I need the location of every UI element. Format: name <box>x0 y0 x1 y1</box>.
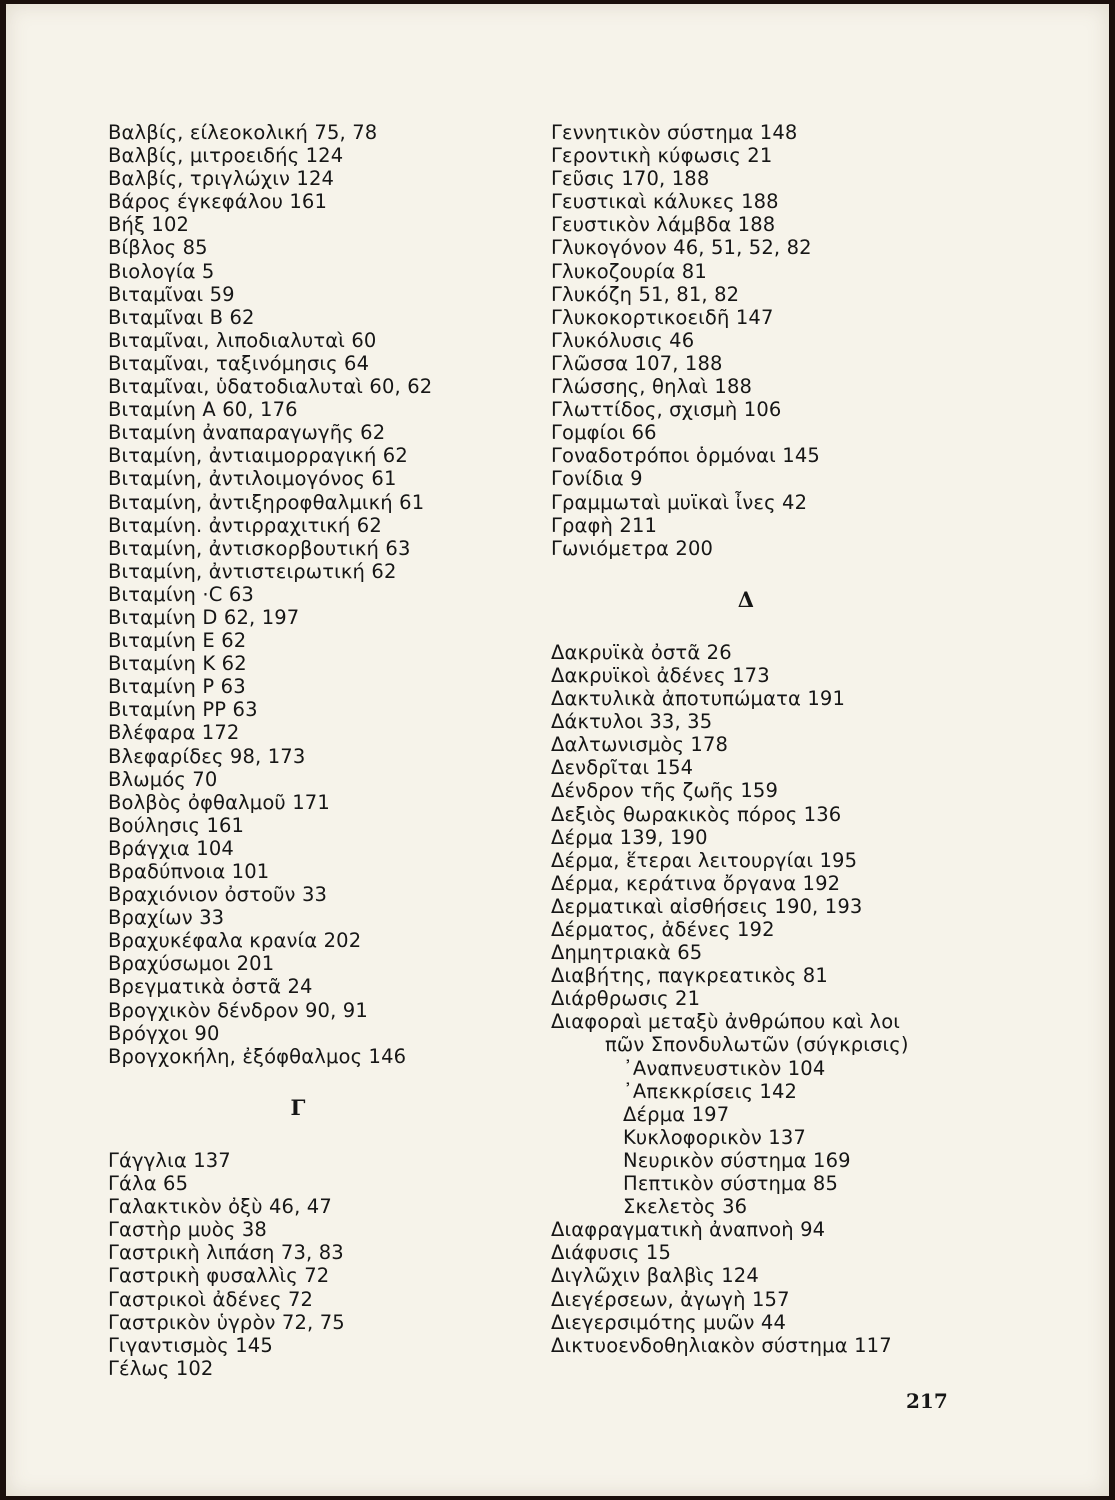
index-entry: Βραχίων 33 <box>108 906 225 930</box>
index-entry: Δάκτυλοι 33, 35 <box>551 710 713 734</box>
index-entry: Γαστρικὴ λιπάση 73, 83 <box>108 1241 344 1265</box>
entries-group-gamma-continued <box>551 121 1071 560</box>
index-entry: Βραχιόνιον ὀστοῦν 33 <box>108 883 328 907</box>
index-entry: Γεννητικὸν σύστημα 148 <box>551 121 798 144</box>
index-entry: Γλῶσσα 107, 188 <box>551 351 723 375</box>
index-entry: Βρεγματικὰ ὀστᾶ 24 <box>108 975 313 999</box>
index-entry: Γραμμωταὶ μυϊκαὶ ἶνες 42 <box>551 490 808 514</box>
index-entry: Γλυκόζη 51, 81, 82 <box>551 282 740 306</box>
index-entry: Δακτυλικὰ ἀποτυπώματα 191 <box>551 687 846 711</box>
index-entry: Βιταμίνη D 62, 197 <box>108 605 300 629</box>
entries-group-gamma <box>108 1149 528 1380</box>
index-entry: Βίβλος 85 <box>108 236 208 260</box>
index-entry: Διάρθρωσις 21 <box>551 987 701 1011</box>
index-entry: Γλυκογόνον 46, 51, 52, 82 <box>551 236 812 260</box>
index-entry: Δέρματος, ἀδένες 192 <box>551 918 775 941</box>
index-entry: Βρόγχοι 90 <box>108 1021 220 1045</box>
index-entry: Βιταμῖναι B 62 <box>108 305 255 329</box>
book-page <box>6 4 1109 1496</box>
index-entry: Βράγχια 104 <box>108 836 234 860</box>
index-entry: Γεροντικὴ κύφωσις 21 <box>551 144 773 168</box>
index-entry: Βιταμίνη, ἀντιαιμορραγική 62 <box>108 444 408 468</box>
index-entry: Βιταμίνη, ἀντισκορβουτική 63 <box>108 536 411 560</box>
index-entry: Βιταμίνη P 63 <box>108 675 246 699</box>
index-entry: Βιταμίνη, ἀντιστειρωτική 62 <box>108 559 397 583</box>
index-entry: Γονίδια 9 <box>551 467 643 491</box>
index-entry: Διάφυσις 15 <box>551 1241 672 1265</box>
index-entry: Βραχύσωμοι 201 <box>108 952 275 976</box>
index-entry: Βραχυκέφαλα κρανία 202 <box>108 929 362 953</box>
index-entry: Διαφοραὶ μεταξὺ ἀνθρώπου καὶ λοι <box>551 1010 901 1034</box>
index-entry: Βαλβίς, είλεοκολική 75, 78 <box>108 121 378 144</box>
index-entry: Βραδύπνοια 101 <box>108 860 270 883</box>
index-sub-entry: Πεπτικὸν σύστημα 85 <box>623 1172 839 1196</box>
index-entry: Δημητριακὰ 65 <box>551 941 703 965</box>
index-entry: Γλυκοζουρία 81 <box>551 259 707 283</box>
index-entry: Γομφίοι 66 <box>551 421 657 445</box>
index-entry: Γλωττίδος, σχισμὴ 106 <box>551 398 782 422</box>
index-entry: Γιγαντισμὸς 145 <box>108 1333 273 1357</box>
index-entry: Γαστρικὸν ὑγρὸν 72, 75 <box>108 1310 345 1334</box>
index-entry: Βάρος έγκεφάλου 161 <box>108 190 328 214</box>
page-number: 217 <box>906 1389 948 1413</box>
index-entry: Δένδρον τῆς ζωῆς 159 <box>551 779 779 803</box>
index-entry: Δαλτωνισμὸς 178 <box>551 733 729 757</box>
section-heading-delta: Δ <box>737 586 755 612</box>
index-entry: Διγλῶχιν βαλβὶς 124 <box>551 1264 759 1288</box>
index-entry: Γαστρικοὶ ἀδένες 72 <box>108 1287 314 1311</box>
index-entry: Βαλβίς, τριγλώχιν 124 <box>108 167 335 191</box>
index-entry: Βιολογία 5 <box>108 259 215 283</box>
index-entry: Γλυκοκορτικοειδῆ 147 <box>551 305 774 329</box>
index-column-right <box>551 121 1071 1357</box>
index-entry: Γευστικαὶ κάλυκες 188 <box>551 190 779 214</box>
index-entry: Γαλακτικὸν ὀξὺ 46, 47 <box>108 1195 332 1219</box>
index-entry: Δέρμα, ἕτεραι λειτουργίαι 195 <box>551 848 858 872</box>
index-column-left <box>108 121 528 1380</box>
index-entry: Γωνιόμετρα 200 <box>551 536 714 560</box>
index-entry: Βήξ 102 <box>108 213 190 237</box>
index-entry: Γοναδοτρόποι ὁρμόναι 145 <box>551 444 820 468</box>
index-entry: Βιταμίνη ἀναπαραγωγῆς 62 <box>108 421 386 445</box>
index-entry: Γάγγλια 137 <box>108 1148 231 1172</box>
index-entry: Βολβὸς ὀφθαλμοῦ 171 <box>108 790 330 814</box>
index-entry: Δερματικαὶ αἰσθήσεις 190, 193 <box>551 894 863 918</box>
index-sub-entry: Νευρικὸν σύστημα 169 <box>623 1148 851 1172</box>
index-entry: Βρογχικὸν δένδρον 90, 91 <box>108 998 368 1022</box>
index-sub-entry: ᾿Αναπνευστικὸν 104 <box>623 1056 826 1080</box>
index-entry: Δακρυϊκοὶ ἀδένες 173 <box>551 663 770 687</box>
index-entry: Διαβήτης, παγκρεατικὸς 81 <box>551 964 828 988</box>
index-sub-entry: Σκελετὸς 36 <box>623 1195 748 1219</box>
index-entry: Δακρυϊκὰ ὀστᾶ 26 <box>551 640 732 664</box>
index-entry: Γλυκόλυσις 46 <box>551 328 695 352</box>
index-entry: Γάλα 65 <box>108 1172 189 1196</box>
entries-group-delta <box>551 641 1071 1357</box>
index-entry: Βιταμῖναι, ὑδατοδιαλυταὶ 60, 62 <box>108 375 433 399</box>
entries-group-b <box>108 121 528 1068</box>
index-sub-entry: Δέρμα 197 <box>623 1102 730 1126</box>
index-entry: Δικτυοενδοθηλιακὸν σύστημα 117 <box>551 1333 892 1357</box>
index-entry: Βιταμίνη PP 63 <box>108 698 258 722</box>
index-entry: Βιταμίνη K 62 <box>108 652 247 676</box>
index-entry: Βιταμίνη ·C 63 <box>108 582 254 606</box>
index-entry: Βιταμίνη. ἀντιρραχιτική 62 <box>108 513 382 537</box>
index-entry: Γαστὴρ μυὸς 38 <box>108 1218 267 1242</box>
index-entry: Δέρμα, κεράτινα ὄργανα 192 <box>551 871 841 895</box>
index-entry: Βιταμῖναι 59 <box>108 282 235 306</box>
index-entry: Γέλως 102 <box>108 1356 214 1380</box>
index-entry: Διεγερσιμότης μυῶν 44 <box>551 1310 787 1334</box>
section-heading-gamma: Γ <box>290 1094 306 1120</box>
index-entry: Βαλβίς, μιτροειδής 124 <box>108 144 344 168</box>
index-entry: Δεξιὸς θωρακικὸς πόρος 136 <box>551 802 842 826</box>
index-entry: Γλώσσης, θηλαὶ 188 <box>551 375 753 399</box>
index-entry: Βιταμίνη, ἀντιλοιμογόνος 61 <box>108 467 397 491</box>
index-entry: Γαστρικὴ φυσαλλὶς 72 <box>108 1264 330 1288</box>
index-entry: Βούλησις 161 <box>108 813 245 837</box>
index-entry: Βρογχοκήλη, ἐξόφθαλμος 146 <box>108 1044 407 1068</box>
index-entry: Δέρμα 139, 190 <box>551 825 708 849</box>
index-entry: Γευστικὸν λάμβδα 188 <box>551 213 776 237</box>
index-entry: Βλεφαρίδες 98, 173 <box>108 744 306 768</box>
index-entry-continuation: πῶν Σπονδυλωτῶν (σύγκρισις) <box>605 1033 909 1057</box>
index-entry: Βιταμίνη A 60, 176 <box>108 398 298 422</box>
index-sub-entry: Κυκλοφορικὸν 137 <box>623 1125 806 1149</box>
index-entry: Γραφὴ 211 <box>551 513 658 537</box>
index-entry: Διεγέρσεων, ἀγωγὴ 157 <box>551 1287 790 1311</box>
index-entry: Βιταμίνη E 62 <box>108 629 247 653</box>
index-entry: Βιταμίνη, ἀντιξηροφθαλμική 61 <box>108 490 425 514</box>
index-entry: Δενδρῖται 154 <box>551 756 694 780</box>
index-entry: Γεῦσις 170, 188 <box>551 167 710 191</box>
index-sub-entry: ᾿Απεκκρίσεις 142 <box>623 1079 798 1103</box>
index-entry: Βιταμῖναι, λιποδιαλυταὶ 60 <box>108 328 377 352</box>
index-entry: Βλέφαρα 172 <box>108 721 240 745</box>
index-entry: Διαφραγματικὴ ἀναπνοὴ 94 <box>551 1218 826 1242</box>
index-entry: Βιταμῖναι, ταξινόμησις 64 <box>108 351 370 375</box>
index-entry: Βλωμός 70 <box>108 767 218 791</box>
